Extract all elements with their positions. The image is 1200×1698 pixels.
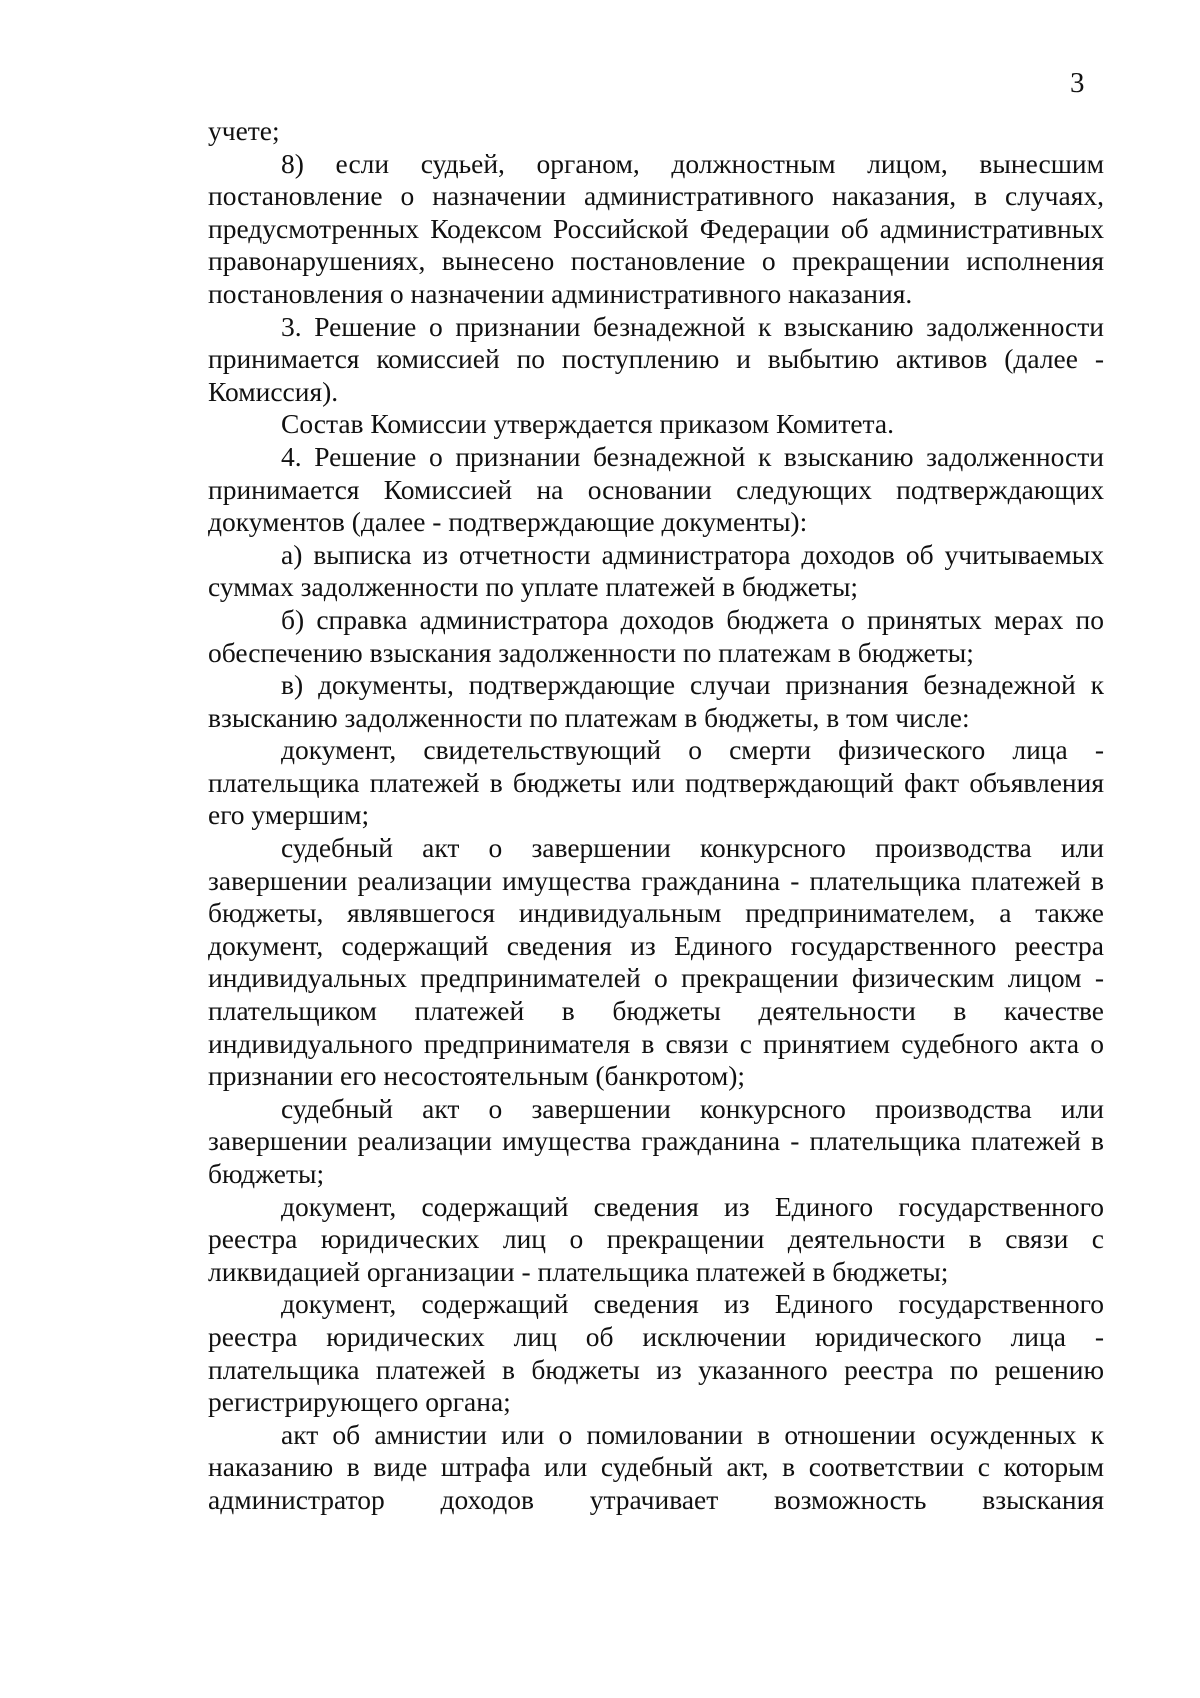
- paragraph-item-a: а) выписка из отчетности администратора доходов об учитываемых суммах задолженности по уплате платежей в бюджеты;: [208, 538, 1104, 603]
- paragraph-clause-4: 4. Решение о признании безнадежной к взысканию задолженности принимается Комиссией на основании следующих подтверждающих документов (далее - подтверждающие документы):: [208, 440, 1104, 538]
- paragraph-item-v: в) документы, подтверждающие случаи признания безнадежной к взысканию задолженности по платежам в бюджеты, в том числе:: [208, 669, 1104, 733]
- document-body: [208, 115, 1104, 1517]
- paragraph-liquidation: документ, содержащий сведения из Единого государственного реестра юридических лиц о прекращении деятельности в связи с ликвидацией организации - плательщика платежей в бюджеты;: [208, 1190, 1104, 1287]
- paragraph-item-8: 8) если судьей, органом, должностным лицом, вынесшим постановление о назначении административного наказания, в случаях, предусмотренных Кодексом Российской Федерации об административных правонарушениях, вынесено постановление о прекращении исполнения постановления о назначении административного наказания.: [208, 147, 1104, 309]
- paragraph-commission-composition: Состав Комиссии утверждается приказом Комитета.: [281, 408, 894, 440]
- paragraph-continuation: учете;: [208, 115, 280, 146]
- paragraph-clause-3: 3. Решение о признании безнадежной к взысканию задолженности принимается комиссией по поступлению и выбытию активов (далее - Комиссия).: [208, 310, 1104, 407]
- paragraph-bankruptcy-entrepreneur: судебный акт о завершении конкурсного производства или завершении реализации имущества гражданина - плательщика платежей в бюджеты, являвшегося индивидуальным предпринимателем, а также документ, содержащий сведения из Единого государственного реестра индивидуальных предпринимателей о прекращении физическим лицом - плательщиком платежей в бюджеты деятельности в качестве индивидуального предпринимателя в связи с принятием судебного акта о признании его несостоятельным (банкротом);: [208, 832, 1104, 1092]
- paragraph-bankruptcy-citizen: судебный акт о завершении конкурсного производства или завершении реализации имущества гражданина - плательщика платежей в бюджеты;: [208, 1092, 1104, 1189]
- page-number: 3: [1070, 67, 1085, 99]
- paragraph-amnesty: акт об амнистии или о помиловании в отношении осужденных к наказанию в виде штрафа или судебный акт, в соответствии с которым администратор доходов утрачивает возможность взыскания: [208, 1418, 1104, 1515]
- paragraph-exclusion: документ, содержащий сведения из Единого государственного реестра юридических лиц об исключении юридического лица - плательщика платежей в бюджеты из указанного реестра по решению регистрирующего органа;: [208, 1288, 1104, 1418]
- paragraph-item-b: б) справка администратора доходов бюджета о принятых мерах по обеспечению взыскания задолженности по платежам в бюджеты;: [208, 603, 1104, 668]
- paragraph-death-document: документ, свидетельствующий о смерти физического лица - плательщика платежей в бюджеты или подтверждающий факт объявления его умершим;: [208, 734, 1104, 831]
